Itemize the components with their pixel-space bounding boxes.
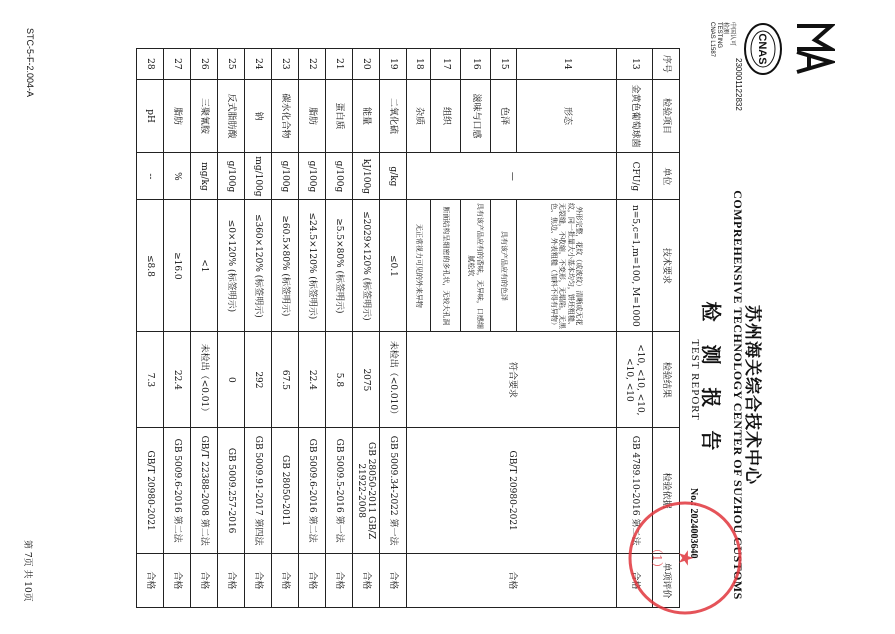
cell-no: 14 [517,49,617,80]
table-row [218,49,245,608]
cell-method: GB 5009.6-2016 第二法 [299,428,326,553]
cell-result: 7.3 [137,332,164,428]
cell-item: 反式脂肪酸 [218,79,245,153]
cell-unit: % [164,153,191,200]
cell-unit: g/100g [299,153,326,200]
cell-method: GB 5009.34-2022 第一法 [380,428,407,553]
cnas-line: TESTING [715,22,722,49]
cell-verdict: 合格 [164,553,191,607]
table-row [517,49,617,608]
cell-result: 未检出（<0.01） [191,332,218,428]
cell-verdict: 合格 [299,553,326,607]
cell-unit: kJ/100g [353,153,380,200]
cell-unit: g/kg [380,153,407,200]
cell-item: 滋味与口感 [461,79,491,153]
cell-no: 28 [137,49,164,80]
svg-text:CNAS: CNAS [756,33,768,65]
cell-unit: mg/kg [191,153,218,200]
cell-no: 25 [218,49,245,80]
cnas-logo-icon [741,22,785,76]
cell-method: GB 28050-2011 [272,428,299,553]
results-table [136,48,680,608]
cell-verdict: 合格 [191,553,218,607]
cell-no: 17 [431,49,461,80]
cell-requirement: 外形完整，花纹（或波纹）清晰或无花纹，同一批量大小基本均匀，饼坯粗糙、无裂缝，不收缩，不变形，无塌陷，无黑色、焦边、外表粗糙（加料不得有异物） [517,200,617,332]
cell-item: 杂质 [407,79,431,153]
cell-verdict: 合格 [353,553,380,607]
cell-result: 未检出（<0.010） [380,332,407,428]
cell-verdict: 合格 [272,553,299,607]
cnas-line: CNAS L1587 [709,22,716,58]
cell-verdict: 合格 [326,553,353,607]
cell-requirement: ≤2029×120% (标签明示) [353,200,380,332]
report-title-cn: 检 测 报 告 [699,301,723,459]
cell-method: GB/T 22388-2008 第二法 [191,428,218,553]
cell-result: 67.5 [272,332,299,428]
cell-result: 292 [245,332,272,428]
cell-result: <10, <10, <10, <10, <10 [617,332,653,428]
table-row [326,49,353,608]
cma-number: 230001122832 [734,58,743,111]
cell-unit: CFU/g [617,153,653,200]
cell-no: 20 [353,49,380,80]
cell-method: GB 4789.10-2016 第二法 [617,428,653,553]
cell-item: pH [137,79,164,153]
cell-method: GB/T 20980-2021 [407,428,617,553]
cell-item: 蛋白质 [326,79,353,153]
official-seal-icon [625,498,745,618]
cell-no: 13 [617,49,653,80]
cell-no: 23 [272,49,299,80]
cell-requirement: ≥5.5×80% (标签明示) [326,200,353,332]
cell-requirement: n=5,c=1,m=100, M=1000 [617,200,653,332]
cell-result: 22.4 [164,332,191,428]
col-requirement: 技术要求 [653,200,680,332]
cell-result: 符合要求 [407,332,617,428]
cma-logo-icon [795,22,835,76]
cell-verdict: 合格 [617,553,653,607]
table-row [164,49,191,608]
table-row [137,49,164,608]
cell-item: 色泽 [491,79,517,153]
col-unit: 单位 [653,153,680,200]
cell-requirement: ≤0.1 [380,200,407,332]
cell-item: 金黄色葡萄球菌 [617,79,653,153]
cell-no: 19 [380,49,407,80]
cell-requirement: 具有该产品应有的香味，无异味，口感细腻松软 [461,200,491,332]
cell-result: 22.4 [299,332,326,428]
cell-item: 能量 [353,79,380,153]
table-row [245,49,272,608]
cell-requirement: ≤360×120% (标签明示) [245,200,272,332]
cell-method: GB 5009.91-2017 第四法 [245,428,272,553]
cell-verdict: 合格 [218,553,245,607]
cell-unit: -- [137,153,164,200]
cell-no: 18 [407,49,431,80]
cnas-line: 检测 [722,22,729,35]
cell-item: 三聚氰胺 [191,79,218,153]
table-row [191,49,218,608]
col-result: 检验结果 [653,332,680,428]
form-code: STC-5-F-2.004-A [25,28,35,98]
cell-requirement: ≤24.5×120% (标签明示) [299,200,326,332]
cell-item: 脂肪 [164,79,191,153]
table-row [272,49,299,608]
center-name-en: COMPREHENSIVE TECHNOLOGY CENTER OF SUZHOU CUSTOMS [731,190,745,600]
cell-item: 脂肪 [299,79,326,153]
cell-unit: g/100g [218,153,245,200]
cell-verdict: 合格 [407,553,617,607]
cell-requirement: ≤0×120% (标签明示) [218,200,245,332]
col-no: 序号 [653,49,680,80]
cell-unit: mg/100g [245,153,272,200]
cell-unit: g/100g [272,153,299,200]
table-row [353,49,380,608]
page-indicator: 第 7页 共 10页 [22,540,32,602]
cell-requirement: ≥16.0 [164,200,191,332]
cell-item: 钠 [245,79,272,153]
cell-requirement: 无正常视力可见的外来异物 [407,200,431,332]
cell-requirement: 具有该产品应有的色泽 [491,200,517,332]
cell-unit: g/100g [326,153,353,200]
cell-result: 5.8 [326,332,353,428]
cell-requirement: ≥60.5×80% (标签明示) [272,200,299,332]
cell-method: GB 5009.257-2016 [218,428,245,553]
cell-requirement: ≤8.8 [137,200,164,332]
col-verdict: 单项评价 [653,553,680,607]
seal-sub: （1） [650,542,664,574]
report-title-en: TEST REPORT [689,339,701,421]
cell-method: GB/T 20980-2021 [137,428,164,553]
cnas-line: 中国认可 [729,22,735,47]
cell-no: 15 [491,49,517,80]
col-method: 检验依据 [653,428,680,553]
report-number: No.: 2024003640 [688,488,699,559]
cell-item: 碳水化合物 [272,79,299,153]
cell-item: 组织 [431,79,461,153]
cell-no: 27 [164,49,191,80]
cell-method: GB 5009.5-2016 第一法 [326,428,353,553]
cell-requirement: 断面结构呈细密的多孔状，无较大孔洞 [431,200,461,332]
cell-method: GB 5009.6-2016 第二法 [164,428,191,553]
table-row [299,49,326,608]
cell-no: 16 [461,49,491,80]
cell-verdict: 合格 [245,553,272,607]
cell-requirement: <1 [191,200,218,332]
cell-method: GB 28050-2011 GB/Z 21922-2008 [353,428,380,553]
cell-no: 22 [299,49,326,80]
cell-item: 形态 [517,79,617,153]
col-item: 检验项目 [653,79,680,153]
cell-verdict: 合格 [137,553,164,607]
cell-no: 21 [326,49,353,80]
cell-result: 0 [218,332,245,428]
cell-unit: — [407,153,617,200]
cell-item: 二氧化硫 [380,79,407,153]
center-name-cn: 苏州海关综合技术中心 [742,305,762,485]
cnas-caption [709,22,735,57]
svg-text:★: ★ [674,549,698,567]
cell-result: 2075 [353,332,380,428]
cell-no: 24 [245,49,272,80]
table-row [380,49,407,608]
cell-verdict: 合格 [380,553,407,607]
cell-no: 26 [191,49,218,80]
